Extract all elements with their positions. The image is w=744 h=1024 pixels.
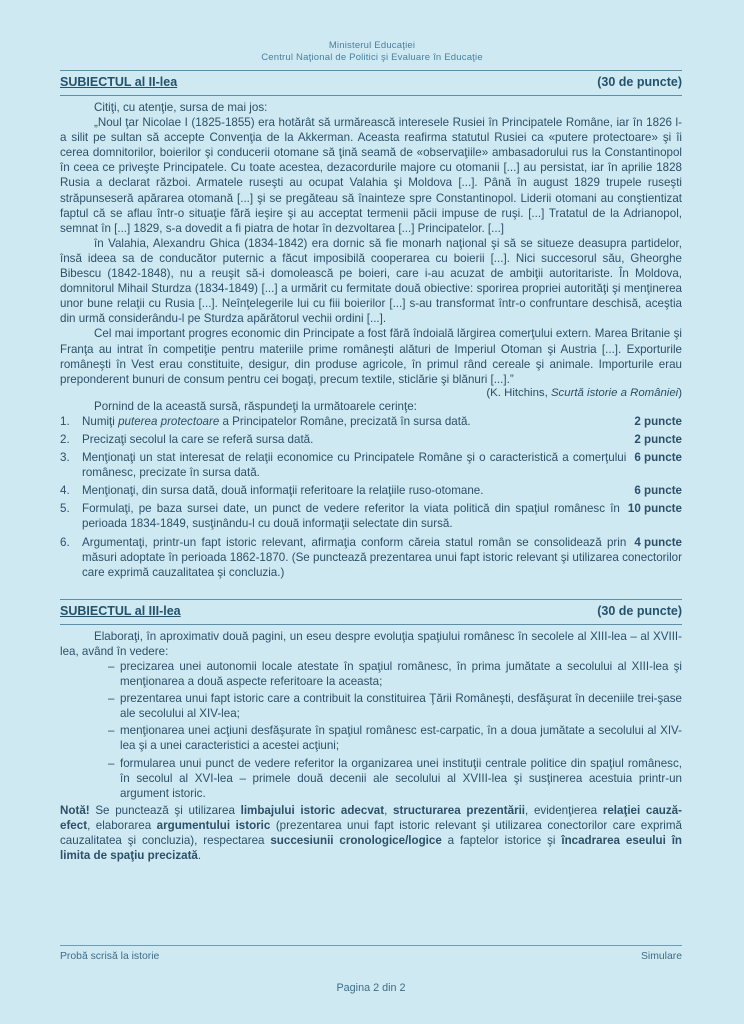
note-text-7: . bbox=[197, 849, 202, 863]
subject-3-points: (30 de puncte) bbox=[597, 603, 682, 618]
requirement-number: 2. bbox=[60, 432, 70, 446]
source-paragraph-1: „Noul ţar Nicolae I (1825-1855) era hotărât să urmărească interesele Rusiei în Principatele Române, iar în 1826 l-a silit pe sultan să accepte Convenţia de la Akkerman. Aceasta reafirma statutul Rusiei ca «putere protectoare» şi îi cerea domnitorilor, boierilor şi conducerii otomane să ţină seamă de «observaţiile» ambasadorului rus la Constantinopol în ceea ce priveşte Principatele. Cu toate acestea, dezacordurile majore cu otomanii [...] au persistat, iar în aprilie 1828 Rusia a declarat război. Armatele ruseşti au ocupat Valahia şi Moldova [...]. Până în august 1829 trupele ruseşti străpunseseră apărarea otomană [...] şi se pregăteau să înainteze spre Constantinopol. Liderii otomani au conştientizat faptul că se aflau într-o situaţie fără ieşire şi au acceptat termenii păcii impuse de ruşi. [...] Tratatul de la Adrianopol, semnat în [...] 1829, s-a dovedit a fi piatra de hotar în dezvoltarea [...] Principatelor. [...] bbox=[60, 116, 682, 235]
grading-note bbox=[60, 803, 682, 863]
note-text-4: , elaborarea bbox=[87, 818, 157, 832]
footer-right: Simulare bbox=[641, 951, 682, 962]
source-paragraph-3: Cel mai important progres economic din Principate a fost fără îndoială lărgirea comerţului extern. Marea Britanie şi Franţa au intrat în competiţie pentru materiile prime româneşti alături de Imperiul Otoman şi Austria [...]. Exporturile româneşti în Vest erau constituite, desigur, din produse agricole, în primul rând cereale şi animale. Importurile erau preponderent bunuri de consum pentru cei bogaţi, precum textile, sticlărie şi blănuri [...].” bbox=[60, 327, 682, 386]
requirement-points: 2 puncte bbox=[634, 414, 682, 428]
requirement-number: 1. bbox=[60, 414, 70, 428]
source-author: (K. Hitchins, bbox=[486, 386, 551, 399]
requirement-number: 5. bbox=[60, 502, 70, 516]
page-footer bbox=[60, 945, 682, 994]
requirement-points: 6 puncte bbox=[634, 484, 682, 498]
note-bold-3: relaţiei cauză-efect bbox=[60, 803, 682, 832]
note-bold-5: succesiunii cronologice/logice bbox=[270, 834, 442, 848]
requirement-points: 10 puncte bbox=[627, 502, 682, 516]
essay-bullet: – prezentarea unui fapt istoric care a contribuit la constituirea Ţării Româneşti, desfăşurat în deceniile trei-şase ale secolului al XIV-lea; bbox=[108, 691, 682, 721]
note-bold-1: limbajului istoric adecvat bbox=[240, 803, 385, 817]
requirement-points: 2 puncte bbox=[634, 432, 682, 446]
section-spacer bbox=[60, 583, 682, 593]
requirement-text-pre: Numiţi bbox=[82, 414, 119, 428]
essay-bullet: – precizarea unei autonomii locale atestate în spaţiul românesc, în prima jumătate a secolului al XIII-lea şi menţionarea a două aspecte referitoare la aceasta; bbox=[108, 659, 682, 689]
note-bold-4: argumentului istoric bbox=[156, 818, 271, 832]
divider-under-subject-3 bbox=[60, 624, 682, 625]
requirement-item bbox=[60, 501, 682, 531]
requirement-text-pre: Argumentaţi, printr-un fapt istoric relevant, afirmaţia conform căreia statul român se consolidează prin măsuri adoptate în perioada 1862-1870. (Se punctează prezentarea unui fapt istoric relevant şi utilizarea conectorilor care exprimă cauzalitatea şi concluzia.) bbox=[82, 535, 682, 579]
essay-bullet: – formularea unui punct de vedere referitor la organizarea unei instituţii centrale politice din spaţiul românesc, în secolul al XVI-lea – primele două decenii ale secolului al XVIII-lea şi susţinerea acestuia printr-un argument istoric. bbox=[108, 756, 682, 801]
requirement-points: 6 puncte bbox=[634, 451, 682, 465]
requirement-item bbox=[60, 450, 682, 480]
subject-3-title: SUBIECTUL al III-lea bbox=[60, 603, 181, 618]
footer-left: Probă scrisă la istorie bbox=[60, 951, 160, 962]
essay-intro: Elaboraţi, în aproximativ două pagini, un eseu despre evoluţia spaţiului românesc în secolele al XIII-lea – al XVIII-lea, având în vedere: bbox=[60, 629, 682, 658]
requirement-item bbox=[60, 432, 682, 447]
requirement-text-italic: puterea protectoare bbox=[118, 414, 220, 428]
requirements-list bbox=[60, 414, 682, 580]
note-text-1: Se punctează şi utilizarea bbox=[89, 803, 241, 817]
note-text-5: (prezentarea unui fapt istoric relevant şi utilizarea conectorilor care exprimă cauzalitatea şi concluzia), respectarea bbox=[60, 818, 682, 848]
divider-top bbox=[60, 70, 682, 71]
note-text-6: a faptelor istorice şi bbox=[441, 834, 562, 848]
subject-2-heading bbox=[60, 75, 682, 89]
requirement-item bbox=[60, 483, 682, 498]
requirement-text-pre: Formulaţi, pe baza sursei date, un punct de vedere referitor la viata politică din spaţiul românesc în perioada 1834-1849, susţinându-l cu două informaţii selectate din sursă. bbox=[82, 502, 620, 531]
document-header bbox=[0, 0, 744, 64]
requirement-text bbox=[82, 535, 682, 580]
requirement-item bbox=[60, 414, 682, 429]
requirement-item bbox=[60, 535, 682, 580]
document-body bbox=[60, 70, 682, 863]
divider-under-subject-2 bbox=[60, 95, 682, 96]
essay-bullet-list bbox=[60, 659, 682, 801]
requirement-number: 3. bbox=[60, 451, 70, 465]
note-label: Notă! bbox=[60, 803, 90, 817]
requirement-text bbox=[82, 483, 682, 498]
requirement-number: 4. bbox=[60, 484, 70, 498]
note-bold-6: încadrarea eseului în limita de spaţiu precizată bbox=[60, 834, 682, 863]
requirement-text-pre: Menţionaţi un stat interesat de relaţii economice cu Principatele Române şi o caracteristică a comerţului românesc, precizate în sursa dată. bbox=[82, 451, 627, 480]
source-paragraph-2: în Valahia, Alexandru Ghica (1834-1842) era dornic să fie monarh naţional şi să se situeze deasupra partidelor, însă ideea sa de conducător puternic a făcut imposibilă cooperarea cu boierii [...]. Nici succesorul său, Gheorghe Bibescu (1842-1848), nu a reuşit să-i domolească pe boieri, care i-au acuzat de ambiţii autoritariste. În Moldova, domnitorul Mihail Sturdza (1834-1849) [...] a urmărit cu fermitate două obiective: sporirea propriei autorităţi şi menţinerea unor bune relaţii cu Rusia [...]. Neînţelegerile lui cu fiii boierilor [...] s-au transformat într-o confruntare deschisă, aceştia din urmă considerându-l pe Sturdza apărătorul vechii ordini [...]. bbox=[60, 236, 682, 326]
note-text-2: , bbox=[384, 803, 394, 817]
subject-3-heading bbox=[60, 604, 682, 618]
requirement-points: 4 puncte bbox=[634, 535, 682, 549]
requirement-text bbox=[82, 450, 682, 480]
center-line: Centrul Naţional de Politici şi Evaluare în Educaţie bbox=[261, 52, 483, 63]
ministry-line: Ministerul Educaţiei bbox=[328, 40, 416, 51]
requirement-text bbox=[82, 414, 682, 429]
requirement-text bbox=[82, 501, 682, 531]
source-work: Scurtă istorie a României bbox=[550, 386, 679, 399]
requirements-intro: Pornind de la această sursă, răspundeţi la următoarele cerinţe: bbox=[94, 399, 417, 413]
requirement-text-pre: Menţionaţi, din sursa dată, două informaţii referitoare la relaţiile ruso-otomane. bbox=[82, 484, 484, 498]
source-attribution bbox=[60, 387, 682, 399]
source-close: ) bbox=[678, 386, 682, 399]
requirement-text-pre: Precizaţi secolul la care se referă sursa dată. bbox=[82, 432, 314, 446]
requirement-text bbox=[82, 432, 682, 447]
requirement-number: 6. bbox=[60, 535, 70, 549]
requirement-text-post: a Principatelor Române, precizată în sursa dată. bbox=[219, 414, 471, 428]
page-number: Pagina 2 din 2 bbox=[336, 982, 406, 994]
divider-above-subject-3 bbox=[60, 599, 682, 600]
note-text-3: , evidenţierea bbox=[525, 803, 603, 817]
note-bold-2: structurarea prezentării bbox=[393, 803, 526, 817]
footer-row bbox=[60, 946, 682, 962]
subject-2-points: (30 de puncte) bbox=[597, 75, 682, 89]
instruction-read-source: Citiţi, cu atenţie, sursa de mai jos: bbox=[94, 101, 268, 114]
subject-2-title: SUBIECTUL al II-lea bbox=[60, 75, 178, 89]
essay-bullet: – menţionarea unei acţiuni desfăşurate în spaţiul românesc est-carpatic, în a doua jumătate a secolului al XIV-lea şi a unei caracteristici a acestei acţiuni; bbox=[108, 723, 682, 753]
